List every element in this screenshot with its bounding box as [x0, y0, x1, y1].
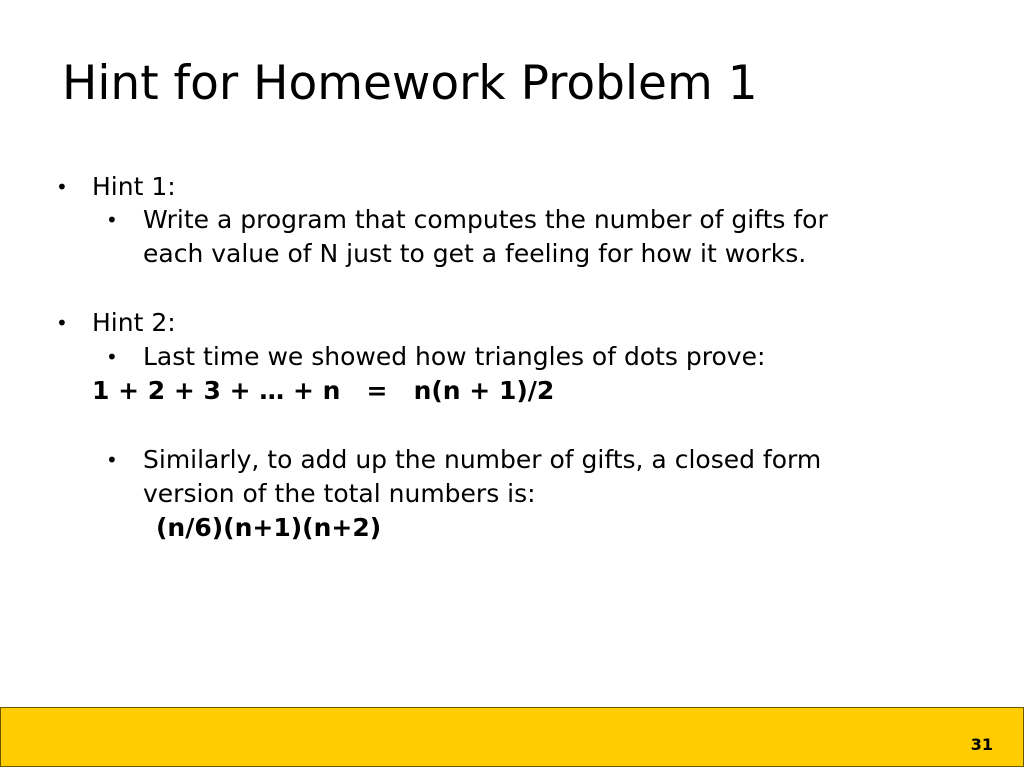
bullet-icon: • — [106, 448, 118, 472]
bullet-icon: • — [106, 345, 118, 369]
triangle-formula: 1 + 2 + 3 + … + n = n(n + 1)/2 — [92, 376, 555, 405]
slide-title: Hint for Homework Problem 1 — [62, 56, 758, 111]
hint1-text-line1: Write a program that computes the number of gifts for — [143, 205, 828, 234]
hint2-text-line3: version of the total numbers is: — [143, 479, 536, 508]
page-number: 31 — [970, 735, 993, 754]
hint2-text-line2: Similarly, to add up the number of gifts, a closed form — [143, 445, 822, 474]
footer-bar — [0, 707, 1024, 767]
hint1-text-line2: each value of N just to get a feeling for how it works. — [143, 239, 807, 268]
hint1-label: Hint 1: — [92, 172, 176, 201]
bullet-icon: • — [106, 208, 118, 232]
closed-form-formula: (n/6)(n+1)(n+2) — [156, 513, 382, 542]
bullet-icon: • — [56, 175, 68, 199]
bullet-icon: • — [56, 311, 68, 335]
hint2-label: Hint 2: — [92, 308, 176, 337]
hint2-text-line1: Last time we showed how triangles of dots prove: — [143, 342, 766, 371]
